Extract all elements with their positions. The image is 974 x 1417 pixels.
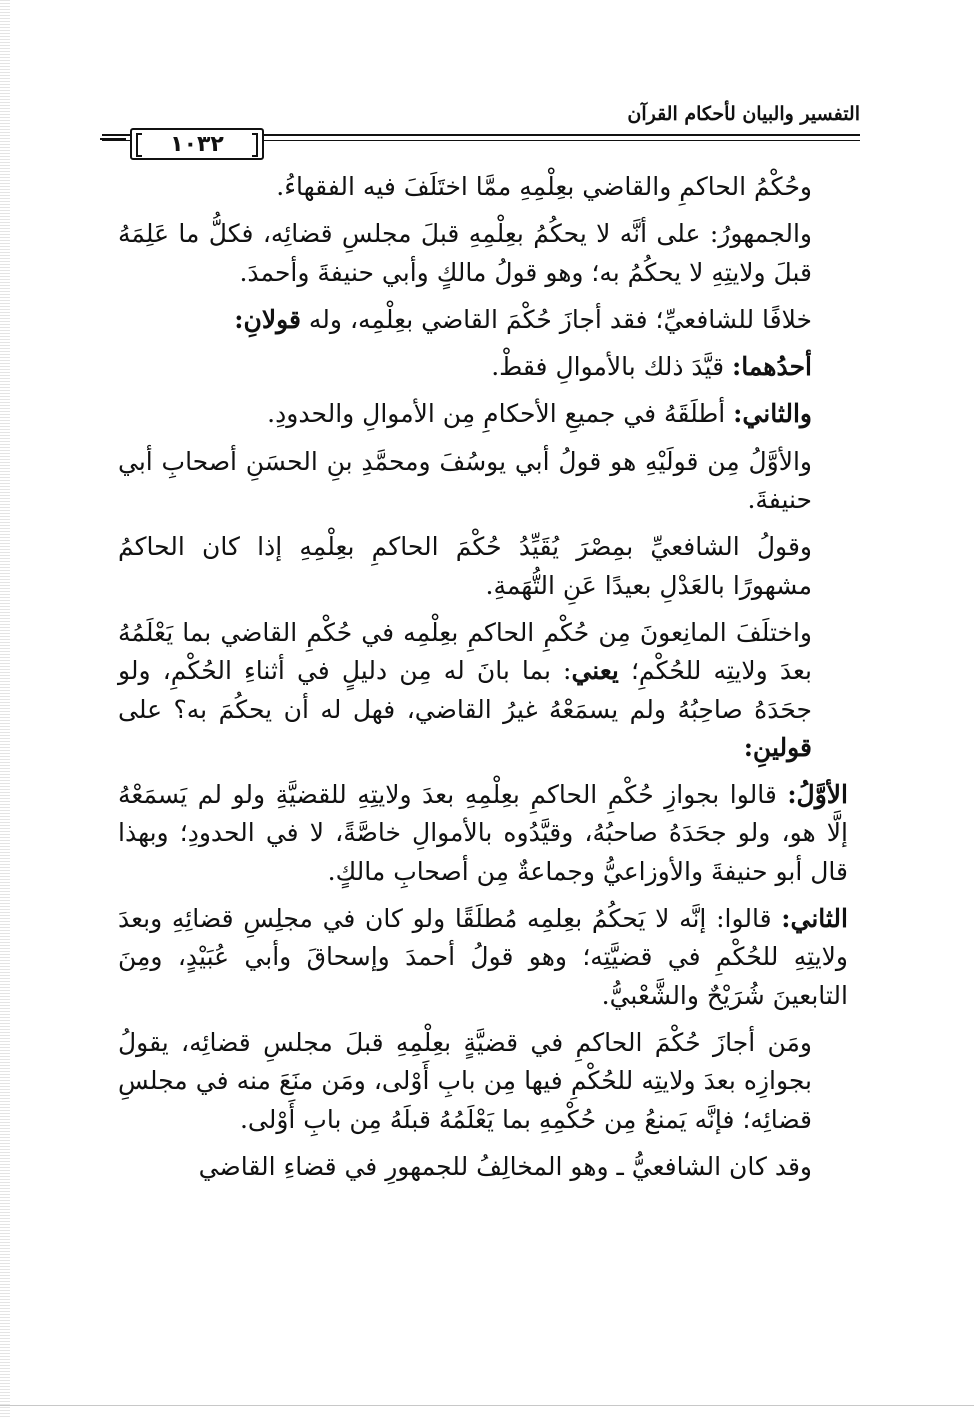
paragraph	[118, 614, 848, 767]
paragraph-bold-tail: قولينِ:	[743, 732, 812, 762]
paragraph-text-2: : بما بانَ له مِن دليلٍ في أثناءِ الحُكْمِ، ولو جحَدَهُ صاحِبُهُ ولم يسمَعْهُ غيرُ القاضي، فهل له أن يحكُمَ به؟ على	[118, 656, 812, 724]
page-number: ١٠٣٢	[170, 131, 224, 157]
book-title: التفسير والبيان لأحكام القرآن	[627, 103, 860, 125]
paragraph-lead: الأوَّلُ:	[787, 780, 848, 810]
body-text	[118, 168, 848, 1195]
paragraph	[118, 168, 848, 206]
page-header	[100, 92, 860, 157]
paragraph	[118, 301, 848, 339]
header-bar	[100, 138, 126, 140]
paragraph-text: والجمهورُ: على أنَّه لا يحكُمُ بعِلْمِهِ قبلَ مجلسِ قضائِه، فكلُّ ما عَلِمَهُ قبلَ ولايتِهِ لا يحكُمُ به؛ وهو قولُ مالكٍ وأبي حنيفةَ وأحمدَ.	[118, 219, 812, 287]
paragraph-text: قالوا: إنَّه لا يَحكُمُ بعِلمِه مُطلَقًا ولو كان في مجلِسِ قضائِهِ وبعدَ ولايتِهِ للحُكْمِ في قضيَّتِه؛ وهو قولُ أحمدَ وإسحاقَ وأبي عُبَيْدٍ، ومِنَ التابعينَ شُرَيْحٌ والشَّعْبيُّ.	[118, 904, 848, 1010]
paragraph-lead: الثاني:	[781, 904, 848, 934]
paragraph-text: خلافًا للشافعيِّ؛ فقد أجازَ حُكْمَ القاضي بعِلْمِه، وله	[300, 304, 812, 334]
scan-edge	[0, 0, 10, 1417]
paragraph	[118, 528, 848, 605]
paragraph	[118, 1148, 848, 1186]
paragraph-lead: والثاني:	[733, 399, 812, 429]
paragraph-lead: أحدُهما:	[731, 352, 812, 382]
paragraph	[118, 900, 848, 1015]
paragraph	[118, 395, 848, 433]
paragraph-text: قيَّدَ ذلك بالأموالِ فقطْ.	[491, 352, 732, 382]
paragraph-text: وقولُ الشافعيِّ بمِصْرَ يُقَيِّدُ حُكْمَ الحاكمِ بعِلْمِهِ إذا كان الحاكمُ مشهورًا بالعَدْلِ بعيدًا عَنِ التُّهَمةِ.	[118, 532, 812, 600]
paragraph-bold-mid: يعني	[571, 656, 619, 686]
paragraph-text: ومَن أجازَ حُكْمَ الحاكمِ في قضيَّةٍ بعِلْمِهِ قبلَ مجلسِ قضائِه، يقولُ بجوازِه بعدَ ولايتِه للحُكْمِ فيها مِن بابِ أَوْلى، ومَن منَعَ منه في مجلسِ قضائِه؛ فإنَّه يَمنعُ مِن حُكْمِهِ بما يَعْلَمُهُ قبلَهُ مِن بابِ أَوْلى.	[118, 1027, 812, 1134]
paragraph-text: واختلَفَ المانِعونَ مِن حُكْمِ الحاكمِ بعِلْمِه في حُكْمِ القاضي بما يَعْلَمُهُ بعدَ ولايتِه للحُكْمِ؛	[118, 617, 812, 686]
page-number-frame	[130, 128, 264, 160]
paragraph-text: أطلَقَهُ في جميعِ الأحكامِ مِن الأموالِ والحدودِ.	[267, 399, 734, 429]
paragraph-text: وحُكْمُ الحاكمِ والقاضي بعِلْمِهِ ممَّا اختَلَفَ فيه الفقهاءُ.	[276, 172, 812, 201]
paragraph-bold-tail: قولانِ:	[234, 304, 301, 334]
paragraph	[118, 348, 848, 386]
paragraph-text: والأوَّلُ مِن قولَيْهِ هو قولُ أبي يوسُفَ ومحمَّدِ بنِ الحسَنِ أصحابِ أبي حنيفةَ.	[118, 446, 812, 515]
scan-bottom-edge	[0, 1405, 974, 1406]
paragraph-text: وقد كان الشافعيُّ ـ وهو المخالِفُ للجمهورِ في قضاءِ القاضي	[198, 1151, 812, 1181]
paragraph	[118, 1024, 848, 1139]
paragraph-text: قالوا بجوازِ حُكْمِ الحاكمِ بعِلْمِهِ بعدَ ولايتِهِ للقضيَّةِ ولو لم يَسمَعْهُ إلَّا هو، ولو جحَدَهُ صاحبُهُ، وقيَّدُوه بالأموالِ خاصَّةً، لا في الحدودِ؛ وبهذا قال أبو حنيفةَ والأوزاعيُّ وجماعةٌ مِن أصحابِ مالكٍ.	[118, 780, 848, 886]
paragraph	[118, 443, 848, 520]
paragraph	[118, 776, 848, 891]
paragraph	[118, 215, 848, 292]
